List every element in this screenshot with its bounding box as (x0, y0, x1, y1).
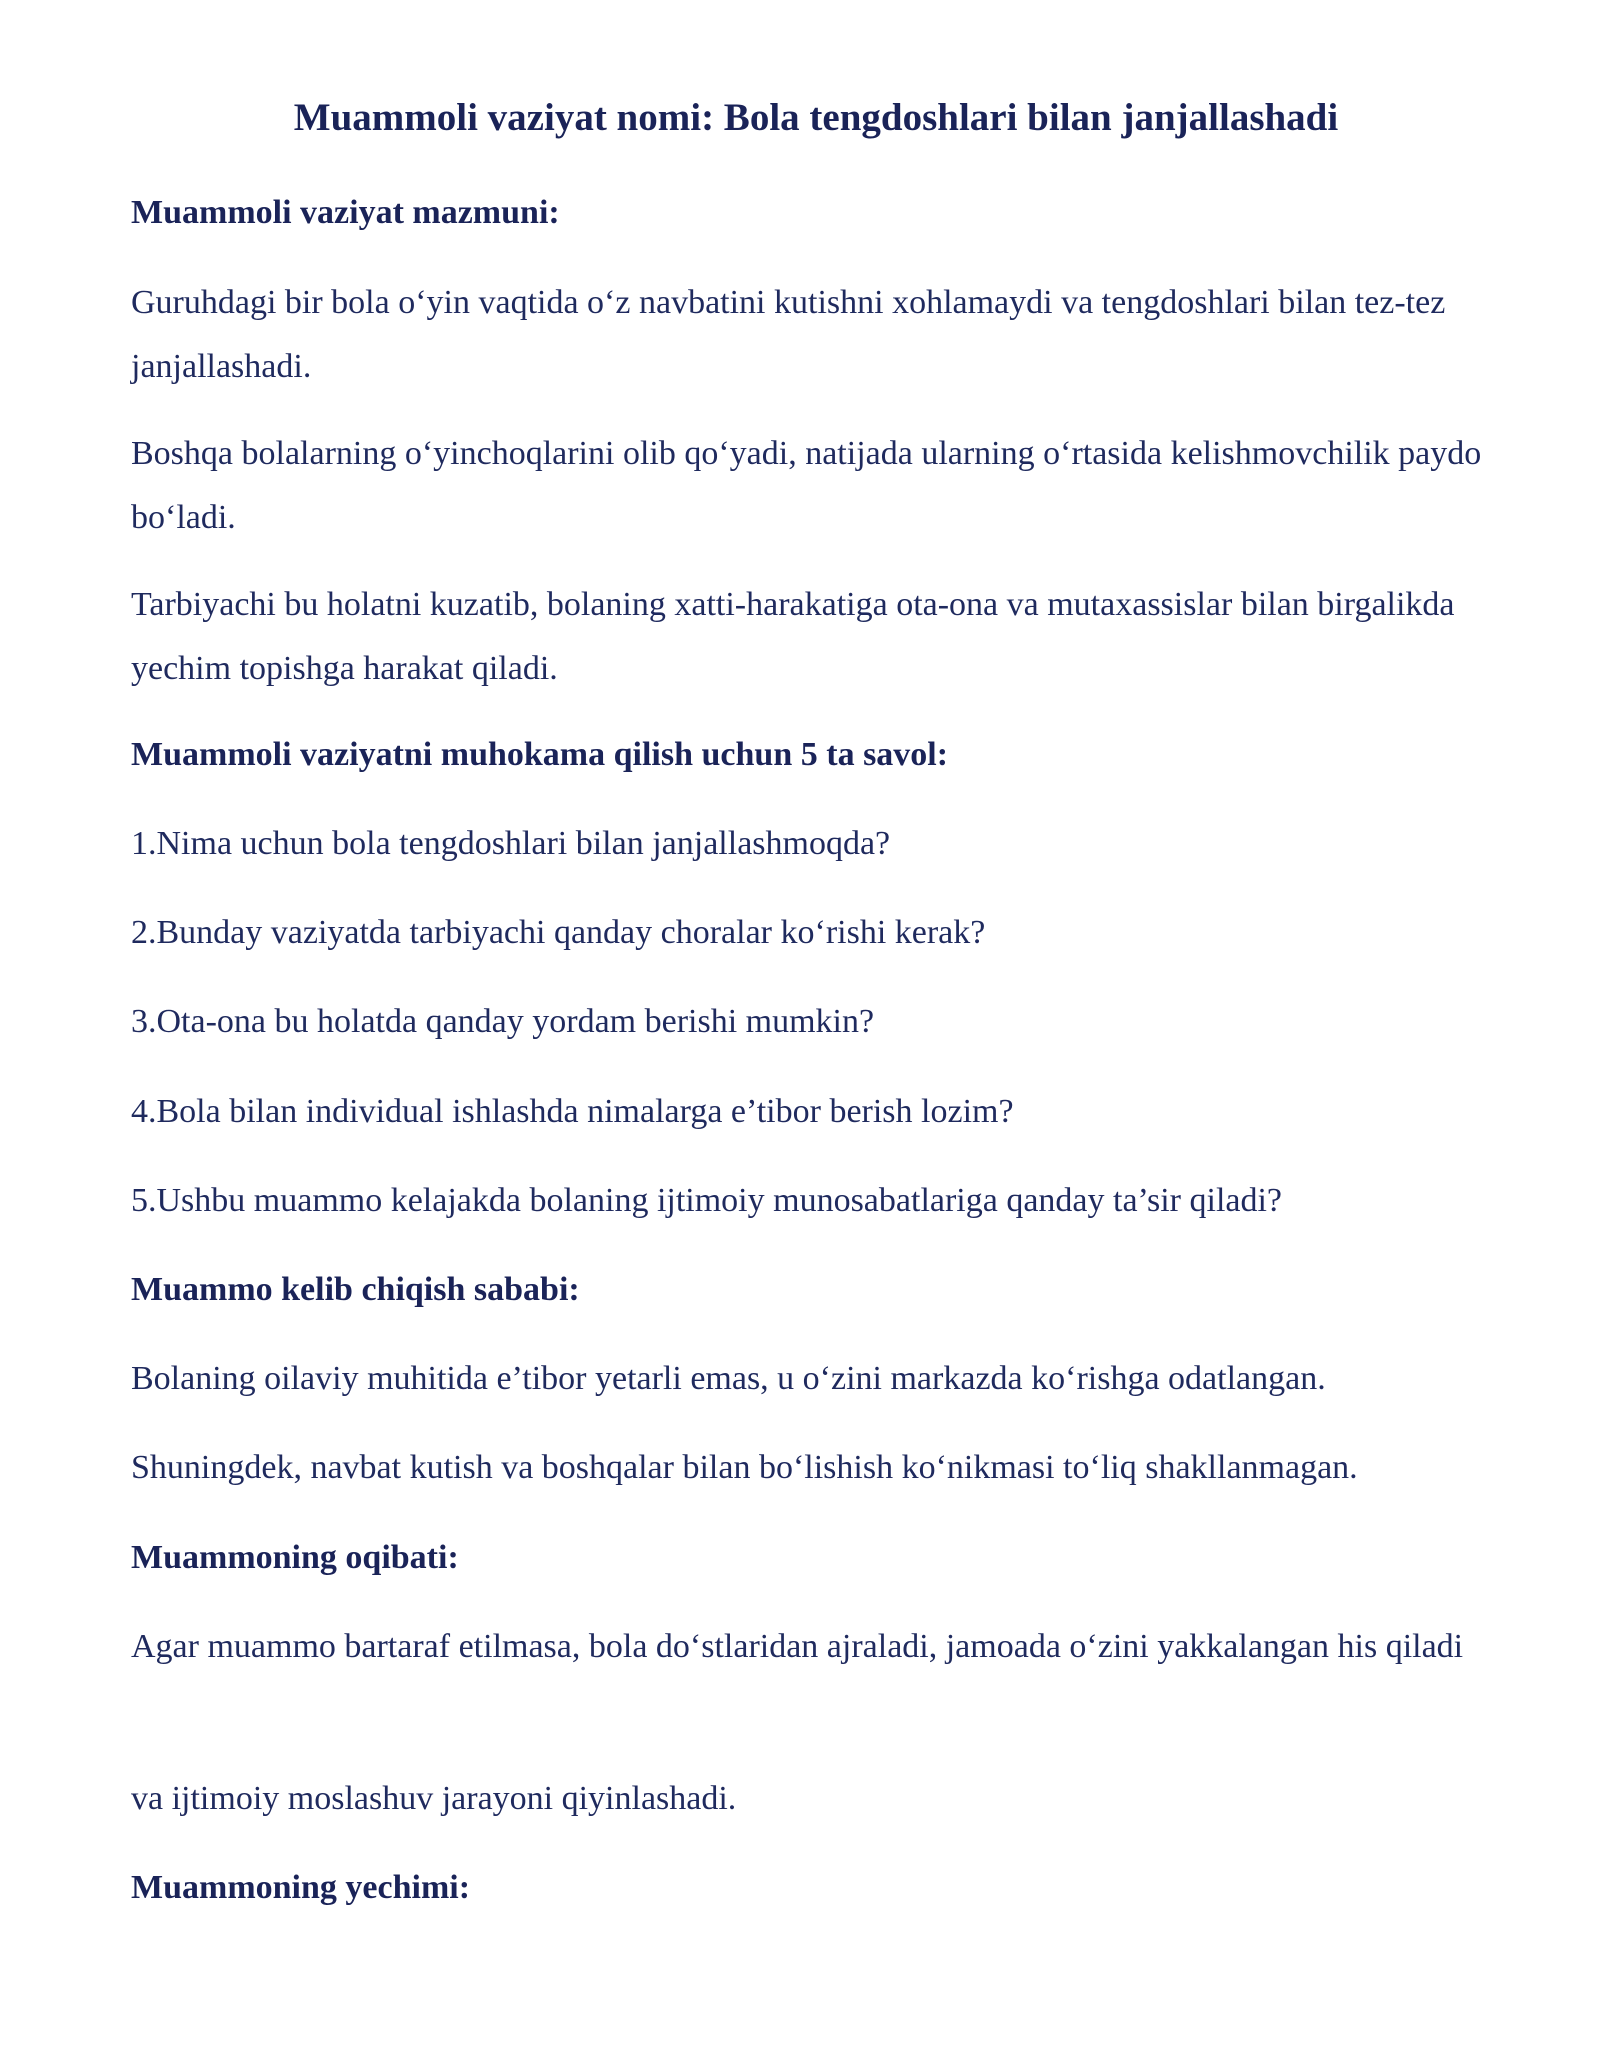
section-heading-yechim: Muammoning yechimi: (131, 1869, 471, 1906)
paragraph-sabab-1: Bolaning oilaviy muhitida e’tibor yetarli emas, u o‘zini markazda ko‘rishga odatlangan. (131, 1360, 1326, 1397)
question-item-4: 4.Bola bilan individual ishlashda nimalarga e’tibor berish lozim? (131, 1093, 1014, 1130)
document-title: Muammoli vaziyat nomi: Bola tengdoshlari bilan janjallashadi (293, 96, 1339, 139)
question-item-2: 2.Bunday vaziyatda tarbiyachi qanday choralar ko‘rishi kerak? (131, 914, 986, 951)
section-heading-oqibat: Muammoning oqibati: (131, 1539, 459, 1576)
paragraph-mazmun-2: Boshqa bolalarning o‘yinchoqlarini olib qo‘yadi, natijada ularning o‘rtasida kelishmovchilik paydo bo‘ladi. (131, 435, 1482, 536)
question-item-1: 1.Nima uchun bola tengdoshlari bilan janjallashmoqda? (131, 825, 891, 862)
question-item-5: 5.Ushbu muammo kelajakda bolaning ijtimoiy munosabatlariga qanday ta’sir qiladi? (131, 1182, 1283, 1219)
paragraph-sabab-2: Shuningdek, navbat kutish va boshqalar bilan bo‘lishish ko‘nikmasi to‘liq shakllanmagan. (131, 1449, 1358, 1486)
paragraph-mazmun-3: Tarbiyachi bu holatni kuzatib, bolaning xatti-harakatiga ota-ona va mutaxassislar bilan birgalikda yechim topishga harakat qiladi. (131, 586, 1455, 687)
section-heading-mazmun: Muammoli vaziyat mazmuni: (131, 194, 560, 231)
question-item-3: 3.Ota-ona bu holatda qanday yordam berishi mumkin? (131, 1003, 875, 1040)
section-heading-savollar: Muammoli vaziyatni muhokama qilish uchun 5 ta savol: (131, 736, 949, 773)
paragraph-oqibat-1: Agar muammo bartaraf etilmasa, bola do‘stlaridan ajraladi, jamoada o‘zini yakkalangan his qiladi (131, 1628, 1464, 1665)
section-heading-sabab: Muammo kelib chiqish sababi: (131, 1271, 580, 1308)
paragraph-oqibat-2: va ijtimoiy moslashuv jarayoni qiyinlashadi. (131, 1780, 737, 1817)
paragraph-mazmun-1: Guruhdagi bir bola o‘yin vaqtida o‘z navbatini kutishni xohlamaydi va tengdoshlari bilan tez-tez janjallashadi. (131, 284, 1446, 385)
